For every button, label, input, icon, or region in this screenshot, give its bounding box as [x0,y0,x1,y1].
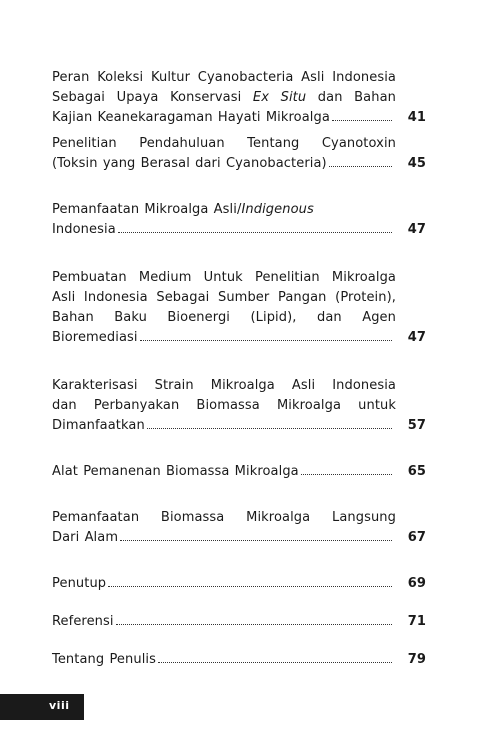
toc-entry[interactable] [52,462,426,482]
table-of-contents [52,68,426,670]
toc-entry-line [52,328,396,348]
toc-entry-line: Peran Koleksi Kultur Cyanobacteria Asli Indonesia [52,70,396,85]
toc-entry-text: Dari Alam [52,530,119,545]
toc-entry-title [52,268,396,348]
toc-entry[interactable] [52,574,426,594]
toc-entry-title [52,650,396,670]
toc-entry[interactable] [52,134,426,174]
page-footer-bar [0,694,84,720]
toc-entry[interactable] [52,200,426,240]
toc-entry-line [52,462,396,482]
toc-entry-line [52,88,396,108]
toc-entry[interactable] [52,68,426,128]
toc-entry[interactable] [52,612,426,632]
dot-leader [158,661,392,663]
toc-entry-text: dan Bahan [306,90,396,105]
toc-page-number: 45 [407,156,426,171]
toc-entry[interactable] [52,650,426,670]
toc-entry-line [52,154,396,174]
dot-leader [108,585,392,587]
toc-entry-text: Sebagai Upaya Konservasi [52,90,253,105]
toc-entry-line: dan Perbanyakan Biomassa Mikroalga untuk [52,398,396,413]
toc-entry-line: Pembuatan Medium Untuk Penelitian Mikroalga [52,270,396,285]
toc-entry-line [52,612,396,632]
toc-entry-line [52,416,396,436]
toc-entry[interactable] [52,268,426,348]
toc-entry-italic: Ex Situ [252,90,307,105]
toc-page-number: 47 [407,330,426,345]
page-number: viii [49,699,70,712]
toc-entry-line: Penelitian Pendahuluan Tentang Cyanotoxin [52,136,396,151]
toc-entry-title [52,376,396,436]
toc-entry-text: Indonesia [52,222,116,237]
toc-entry-text: Penutup [52,576,107,591]
dot-leader [118,231,392,233]
toc-entry-text: Alat Pemanenan Biomassa Mikroalga [52,464,299,479]
toc-entry-title [52,508,396,548]
toc-entry-title [52,574,396,594]
toc-entry[interactable] [52,376,426,436]
toc-entry-line [52,528,396,548]
dot-leader [147,427,392,429]
dot-leader [332,119,392,121]
toc-entry-line: Asli Indonesia Sebagai Sumber Pangan (Protein), [52,290,396,305]
toc-entry-line: Bahan Baku Bioenergi (Lipid), dan Agen [52,310,396,325]
dot-leader [116,623,392,625]
dot-leader [140,339,392,341]
toc-entry-line [52,220,396,240]
toc-entry-title [52,612,396,632]
toc-entry-text: Pemanfaatan Mikroalga Asli/ [52,202,242,217]
toc-entry-line: Pemanfaatan Biomassa Mikroalga Langsung [52,510,396,525]
toc-page-number: 47 [407,222,426,237]
toc-entry-title [52,462,396,482]
toc-page-number: 57 [407,418,426,433]
toc-entry-text: Referensi [52,614,114,629]
toc-entry-line [52,574,396,594]
toc-entry-title [52,68,396,128]
toc-page-number: 41 [407,110,426,125]
toc-entry-text: Dimanfaatkan [52,418,145,433]
toc-page-number: 65 [407,464,426,479]
dot-leader [120,539,392,541]
toc-entry-line [52,108,396,128]
toc-entry-line: Karakterisasi Strain Mikroalga Asli Indonesia [52,378,396,393]
toc-entry-text: Kajian Keanekaragaman Hayati Mikroalga [52,110,330,125]
toc-page-number: 69 [407,576,426,591]
toc-entry-italic: Indigenous [241,202,314,217]
toc-page-number: 79 [407,652,426,667]
toc-page-number: 67 [407,530,426,545]
toc-entry-line [52,650,396,670]
toc-entry-title [52,200,396,240]
toc-entry-title [52,134,396,174]
toc-entry-text: Tentang Penulis [52,652,157,667]
toc-entry-line [52,200,396,220]
toc-page-number: 71 [407,614,426,629]
toc-entry-text: (Toksin yang Berasal dari Cyanobacteria) [52,156,327,171]
dot-leader [329,165,392,167]
dot-leader [301,473,392,475]
toc-entry[interactable] [52,508,426,548]
toc-entry-text: Bioremediasi [52,330,138,345]
